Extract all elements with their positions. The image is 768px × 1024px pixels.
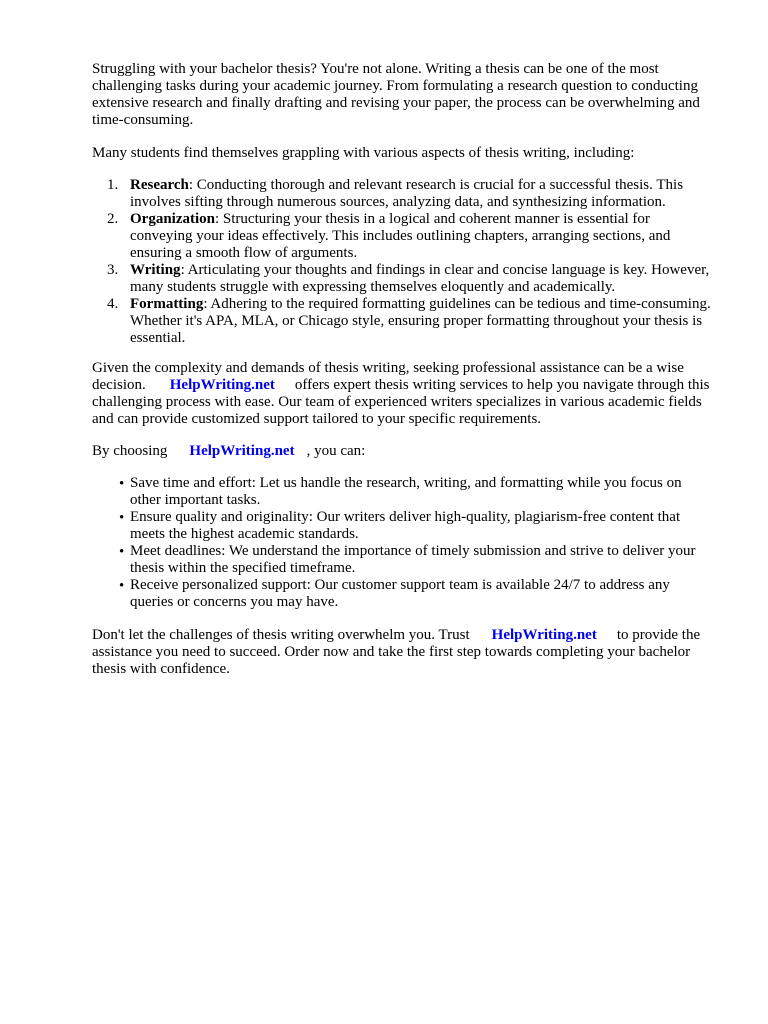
list-number: 2. [107,211,119,227]
list-text: : Structuring your thesis in a logical and coherent manner is essential for conveying your ideas effectively. This includes outlining chapters, arranging sections, and ensuring a smooth flow of arguments. [130,211,671,261]
list-item [92,211,716,262]
helpwriting-link[interactable]: HelpWriting.net [189,443,295,459]
list-item [92,509,716,543]
list-text: : Conducting thorough and relevant research is crucial for a successful thesis. This involves sifting through numerous sources, analyzing data, and synthesizing information. [130,177,684,210]
list-text: : Articulating your thoughts and findings in clear and concise language is key. However, many students struggle with expressing themselves eloquently and academically. [130,262,710,295]
list-item [92,577,716,611]
list-term: Writing [130,262,181,278]
helpwriting-link[interactable]: HelpWriting.net [169,377,275,393]
bullet-icon: • [119,544,125,560]
assistance-text-before: Given the complexity and demands of thesis writing, seeking professional assistance can be a wise decision. [92,360,684,393]
closing-text-after: to provide the assistance you need to succeed. Order now and take the first step towards completing your bachelor thesis with confidence. [92,627,701,677]
aspects-list [92,177,716,347]
list-item [92,177,716,211]
closing-paragraph [92,627,716,678]
aspects-intro-paragraph: Many students find themselves grappling with various aspects of thesis writing, including: [92,145,635,161]
list-item [92,262,716,296]
list-number: 4. [107,296,119,312]
list-number: 1. [107,177,119,193]
bullet-icon: • [119,476,125,492]
by-choosing-text-before: By choosing [92,443,168,459]
assistance-text-after: offers expert thesis writing services to help you navigate through this challenging process with ease. Our team of experienced writers specializes in various academic fields and can provide customized support tailored to your specific requirements. [92,377,710,427]
list-term: Formatting [130,296,204,312]
list-text: Meet deadlines: We understand the importance of timely submission and strive to deliver your thesis within the specified timeframe. [130,543,696,576]
by-choosing-paragraph [92,443,716,460]
helpwriting-link[interactable]: HelpWriting.net [491,627,597,643]
closing-text-before: Don't let the challenges of thesis writing overwhelm you. Trust [92,627,470,643]
by-choosing-text-after: , you can: [306,443,366,459]
list-item [92,296,716,347]
bullet-icon: • [119,510,125,526]
list-term: Research [130,177,189,193]
benefits-list [92,475,716,611]
list-text: Ensure quality and originality: Our writers deliver high-quality, plagiarism-free content that meets the highest academic standards. [130,509,681,542]
list-text: Receive personalized support: Our customer support team is available 24/7 to address any queries or concerns you may have. [130,577,670,610]
list-item [92,475,716,509]
intro-paragraph: Struggling with your bachelor thesis? You're not alone. Writing a thesis can be one of the most challenging tasks during your academic journey. From formulating a research question to conducting extensive research and finally drafting and revising your paper, the process can be overwhelming and time-consuming. [92,61,700,128]
bullet-icon: • [119,578,125,594]
list-term: Organization [130,211,215,227]
assistance-paragraph [92,360,716,428]
list-text: Save time and effort: Let us handle the research, writing, and formatting while you focus on other important tasks. [130,475,682,508]
list-number: 3. [107,262,119,278]
document-page [92,61,716,678]
list-text: : Adhering to the required formatting guidelines can be tedious and time-consuming. Whether it's APA, MLA, or Chicago style, ensuring proper formatting throughout your thesis is essential. [130,296,711,346]
list-item [92,543,716,577]
